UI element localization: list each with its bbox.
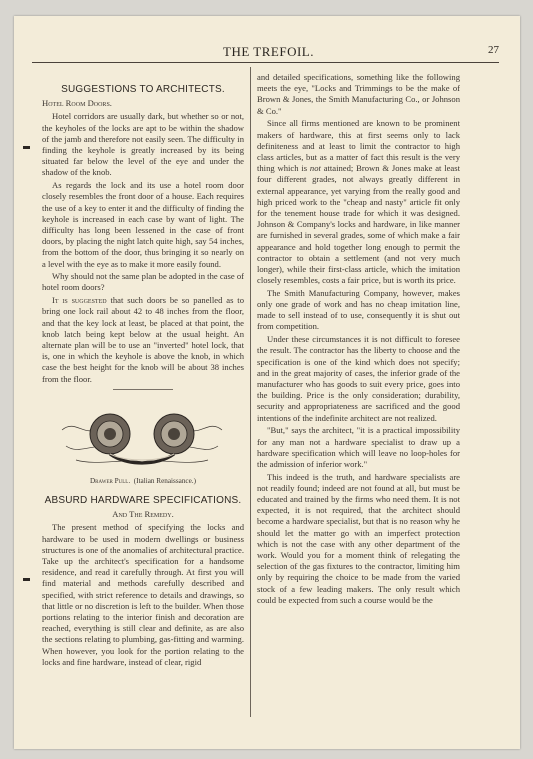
paragraph: This indeed is the truth, and hardware specialists are not readily found; indeed are not found at all, but must be educated and trained by the firms who need them. It is not expected, it is not required, that the architect should become a hardware specialist, but that is no reason why he should let the matter go with an imperfect protection which is not the case with any other department of the work. Would you for a moment think of relegating the selection of the gas fixtures to the contractor, limiting him only by requiring the choice to be made from the varied stock of a few leading makers. The only result which could be expected from such a course would be the — [257, 471, 460, 605]
paragraph: The Smith Manufacturing Company, however, makes only one grade of work and has no cheap imitation line, made to sell instead of to use, consequently it is shut out from competition. — [257, 287, 460, 332]
paragraph: Why should not the same plan be adopted in the case of hotel room doors? — [42, 271, 244, 293]
caption-note: (Italian Renaissance.) — [133, 476, 196, 485]
paragraph-text: that such doors be so panelled as to bring one lock rail about 42 to 48 inches from the floor, and that the key lock at least, be placed at that point, the knob latch being kept below at the usual height. An alternate plan will be to use an "inverted" hotel lock, that is, one in which the keyhole is above the knob, in which case the best height for the knob will be about 38 inches from the floor. — [42, 295, 244, 384]
drawer-pull-illustration — [42, 396, 244, 474]
paragraph: Under these circumstances it is not difficult to foresee the result. The contractor has the liberty to choose and the specification is one of the kind which does not specify; and in the great majority of cases, the inferior grade of the manufacturer who has goods to suit every price, goes into the building. Price is the only consideration; durability, security and appropriateness are sacrificed and the good intentions of the indefinite architect are not realized. — [257, 334, 460, 423]
emphasis-text: not — [309, 163, 321, 174]
paragraph: and detailed specifications, something like the following meets the eye, "Locks and Trimmings to be the make of Brown & Jones, the Smith Manufacturing Co., or Johnson & Co." — [257, 72, 460, 116]
journal-title: THE TREFOIL. — [223, 44, 314, 59]
article-heading: ABSURD HARDWARE SPECIFICATIONS. — [44, 494, 242, 506]
lead-in: It is suggested — [52, 295, 107, 306]
margin-mark — [23, 578, 30, 581]
article-heading: SUGGESTIONS TO ARCHITECTS. — [61, 84, 225, 95]
paragraph — [42, 295, 244, 385]
right-column — [257, 72, 460, 608]
paragraph: As regards the lock and its use a hotel room door closely resembles the front door of a house. Each requires the use of a key to enter it and the difficulty of finding the keyhole is increased in each case by want of light. The difficulty has long been lessened in the case of front doors, by placing the night latch quite high, say 54 inches, from the bottom of the door, thus bringing it so nearly on a level with the eye as to make it more easily found. — [42, 180, 244, 269]
margin-mark — [23, 146, 30, 149]
figure-caption — [42, 476, 244, 487]
column-divider — [250, 67, 251, 717]
section-subheading: Hotel Room Doors. — [42, 98, 112, 109]
paragraph: Hotel corridors are usually dark, but whether so or not, the keyholes of the locks are apt to be within the shadow of the jamb and therefore not easily seen. The difficulty in finding the keyhole is greatly increased by its being situated far below the level of the eye and under the shadow of the knob. — [42, 111, 244, 178]
section-subheading: And The Remedy. — [112, 509, 174, 520]
paragraph — [257, 118, 460, 286]
caption-title: Drawer Pull. — [89, 476, 131, 485]
paragraph-text: Since all firms mentioned are known to be prominent makers of hardware, this at first seems only to lack definiteness and at least to limit the contractor to high class articles, but as a matter of fact this result is the very thing which is — [257, 118, 460, 174]
section-rule — [113, 389, 173, 390]
left-column — [42, 72, 244, 670]
running-header — [34, 44, 503, 62]
header-rule — [32, 62, 499, 63]
drawer-pull-drawing — [56, 400, 228, 472]
page-number: 27 — [488, 44, 499, 56]
paragraph-text: attained; Brown & Jones make at least four different grades, not always greatly different in external appearance, yet varying from the really good and high priced work to the "cheap and nasty" article fit only for the tenement house trade for which it was designed. Johnson & Company's locks and hardware, in like manner are furnished in several grades, some of which make a fair appearance and hold together long enough to permit the contractor to obtain a settlement (and not very much longer), while their first-class article, which the imitation closely resembles, costs a fair price, but is worth its price. — [257, 163, 460, 286]
paragraph: The present method of specifying the locks and hardware to be used in modern dwellings or business structures is one of the anomalies of architectural practice. Take up the architect's specification for a handsome residence, and read it carefully through. At first you will find material and methods carefully described and specified, with strict reference to details and drawings, so that little or no discretion is left to the builder. When those portions relating to the interior finish and decoration are reached, everything is still clear and definite, as are also the sections relating to plumbing, gas-fitting and warming. When however, you look for the portion relating to the locks and fine hardware, instead of clear, rigid — [42, 522, 244, 667]
paragraph: "But," says the architect, "it is a practical impossibility for any man not a hardware specialist to draw up a hardware specification which will leave no loop-holes for the admission of inferior work." — [257, 425, 460, 469]
